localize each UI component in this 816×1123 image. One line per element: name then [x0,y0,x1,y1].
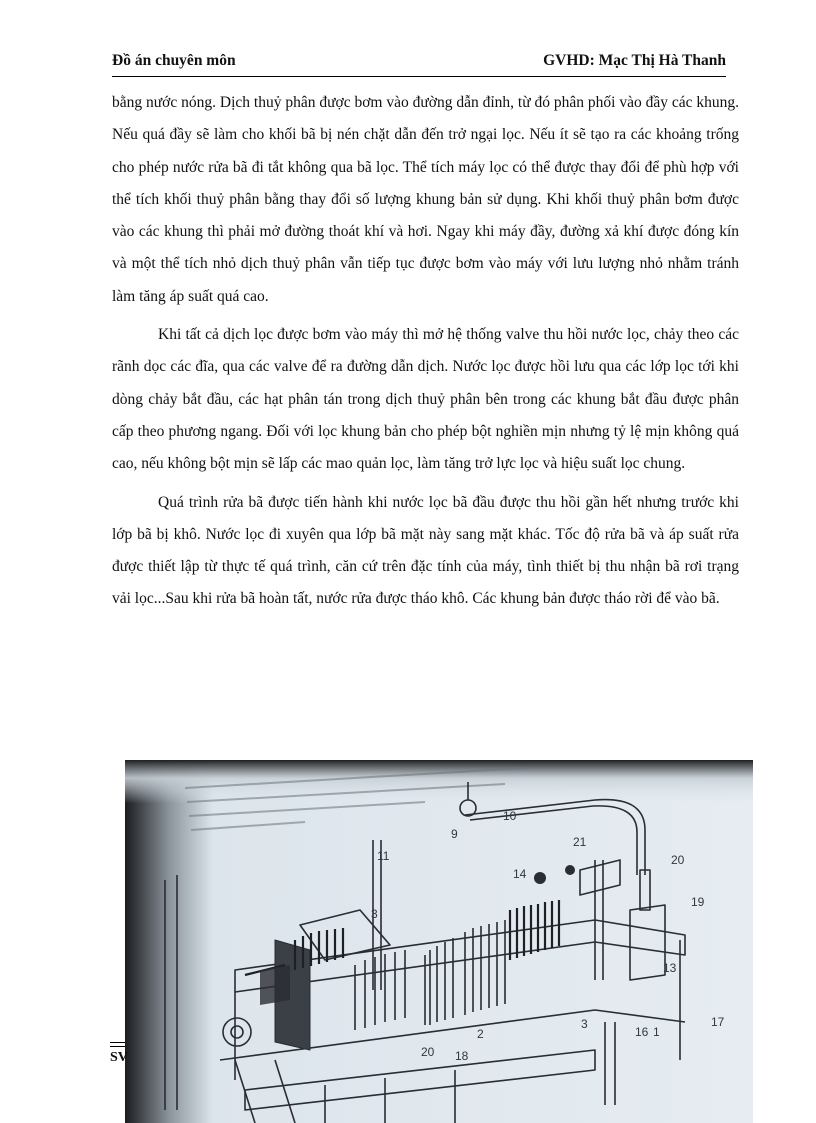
paragraph-1: bằng nước nóng. Dịch thuỷ phân được bơm vào đường dẫn đỉnh, từ đó phân phối vào đầy các khung. Nếu quá đầy sẽ làm cho khối bã bị nén chặt dẫn đến trở ngại lọc. Nếu ít sẽ tạo ra các khoảng trống cho phép nước rửa bã đi tắt không qua bã lọc. Thể tích máy lọc có thể được thay đổi để phù hợp với thể tích khối thuỷ phân bằng thay đổi số lượng khung bản sử dụng. Khi khối thuỷ phân bơm được vào các khung thì phải mở đường thoát khí và hơi. Ngay khi máy đầy, đường xả khí được đóng kín và một thể tích nhỏ dịch thuỷ phân vẫn tiếp tục được bơm vào máy với lưu lượng nhỏ nhằm tránh làm tăng áp suất quá cao. [112,94,739,305]
page-header [112,52,726,74]
callout-label: 19 [691,895,705,909]
callout-label: 3 [581,1017,588,1031]
callout-label: 21 [573,835,587,849]
filter-press-drawing [125,760,753,1123]
callout-label: 18 [455,1049,469,1063]
header-instructor: GVHD: Mạc Thị Hà Thanh [543,52,726,69]
footer-divider [110,1042,125,1047]
callout-label: 2 [477,1027,484,1041]
callout-label: 3 [371,907,378,921]
callout-label: 10 [503,809,517,823]
callout-label: 20 [671,853,685,867]
callout-label: 1 [653,1025,660,1039]
header-divider [112,76,726,77]
callout-label: 13 [663,961,677,975]
callout-label: 20 [421,1045,435,1059]
callout-label: 11 [377,849,390,863]
paragraph-2: Khi tất cả dịch lọc được bơm vào máy thì mở hệ thống valve thu hồi nước lọc, chảy theo các rãnh dọc các đĩa, qua các valve để ra đường dẫn dịch. Nước lọc được hồi lưu qua các lớp lọc tới khi dòng chảy bắt đầu, các hạt phân tán trong dịch thuỷ phân bên trong các khung bắt đầu được phân cấp theo phương ngang. Đối với lọc khung bản cho phép bột nghiền mịn nhưng tỷ lệ mịn không quá cao, nếu không bột mịn sẽ lấp các mao quản lọc, làm tăng trở lực lọc và hiệu suất lọc chung. [112,326,739,473]
callout-label: 9 [451,827,458,841]
filter-press-photo [125,760,753,1123]
footer-student-fragment: SV [110,1050,128,1065]
callout-label: 16 [635,1025,649,1039]
callout-label: 17 [711,1015,725,1029]
header-course-title: Đồ án chuyên môn [112,52,236,69]
callout-label: 14 [513,867,527,881]
body-text [112,87,739,616]
paragraph-3: Quá trình rửa bã được tiến hành khi nước lọc bã đầu được thu hồi gần hết nhưng trước khi lớp bã bị khô. Nước lọc đi xuyên qua lớp bã mặt này sang mặt khác. Tốc độ rửa bã và áp suất rửa được thiết lập từ thực tế quá trình, căn cứ trên đặc tính của máy, tình thiết bị thu nhận bã rơi trạng vải lọc...Sau khi rửa bã hoàn tất, nước rửa được tháo khô. Các khung bản được tháo rời để vào bã. [112,493,739,608]
